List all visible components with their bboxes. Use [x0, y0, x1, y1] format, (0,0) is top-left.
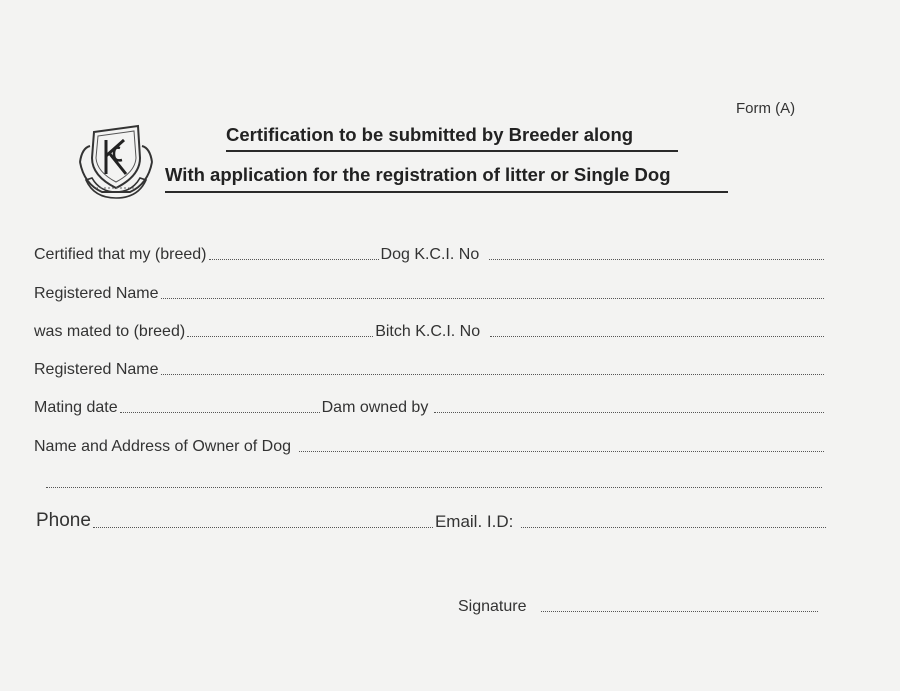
phone-label: Phone [36, 510, 91, 531]
dog-kci-field[interactable] [489, 259, 824, 260]
owner-address-field-line-2[interactable] [46, 487, 822, 488]
email-label: Email. I.D: [434, 512, 514, 531]
form-label: Form (A) [736, 100, 796, 117]
registered-name-1-label: Registered Name [34, 285, 159, 302]
row-mating-date [34, 393, 826, 417]
title-line-2-underline [165, 191, 728, 193]
certified-breed-label: Certified that my (breed) [34, 246, 207, 263]
registered-name-2-field[interactable] [161, 374, 825, 375]
mating-date-field[interactable] [120, 412, 320, 413]
owner-address-field[interactable] [299, 451, 824, 452]
row-signature [458, 592, 820, 616]
signature-label: Signature [458, 598, 527, 615]
bitch-kci-field[interactable] [490, 336, 824, 337]
signature-field[interactable] [541, 611, 819, 612]
row-certified-breed [34, 240, 826, 264]
dog-kci-label: Dog K.C.I. No [380, 246, 480, 263]
certified-breed-field[interactable] [209, 259, 379, 260]
row-owner-address [34, 432, 826, 456]
row-registered-name-2 [34, 355, 826, 379]
registered-name-1-field[interactable] [161, 298, 825, 299]
title-line-1: Certification to be submitted by Breeder along [226, 124, 634, 145]
row-registered-name-1 [34, 279, 826, 303]
mated-breed-label: was mated to (breed) [34, 323, 186, 340]
mating-date-label: Mating date [34, 399, 118, 416]
kci-logo-icon [74, 118, 158, 202]
title-line-1-underline [226, 150, 678, 152]
title-line-2: With application for the registration of litter or Single Dog [165, 164, 671, 185]
owner-address-label: Name and Address of Owner of Dog [34, 438, 292, 455]
dam-owned-by-field[interactable] [434, 412, 824, 413]
bitch-kci-label: Bitch K.C.I. No [375, 323, 481, 340]
mated-breed-field[interactable] [187, 336, 373, 337]
phone-field[interactable] [93, 527, 433, 528]
email-field[interactable] [521, 527, 826, 528]
row-owner-address-continued [44, 468, 824, 492]
registered-name-2-label: Registered Name [34, 361, 159, 378]
row-mated-breed [34, 317, 826, 341]
row-phone-email [36, 508, 828, 532]
dam-owned-by-label: Dam owned by [321, 399, 429, 416]
